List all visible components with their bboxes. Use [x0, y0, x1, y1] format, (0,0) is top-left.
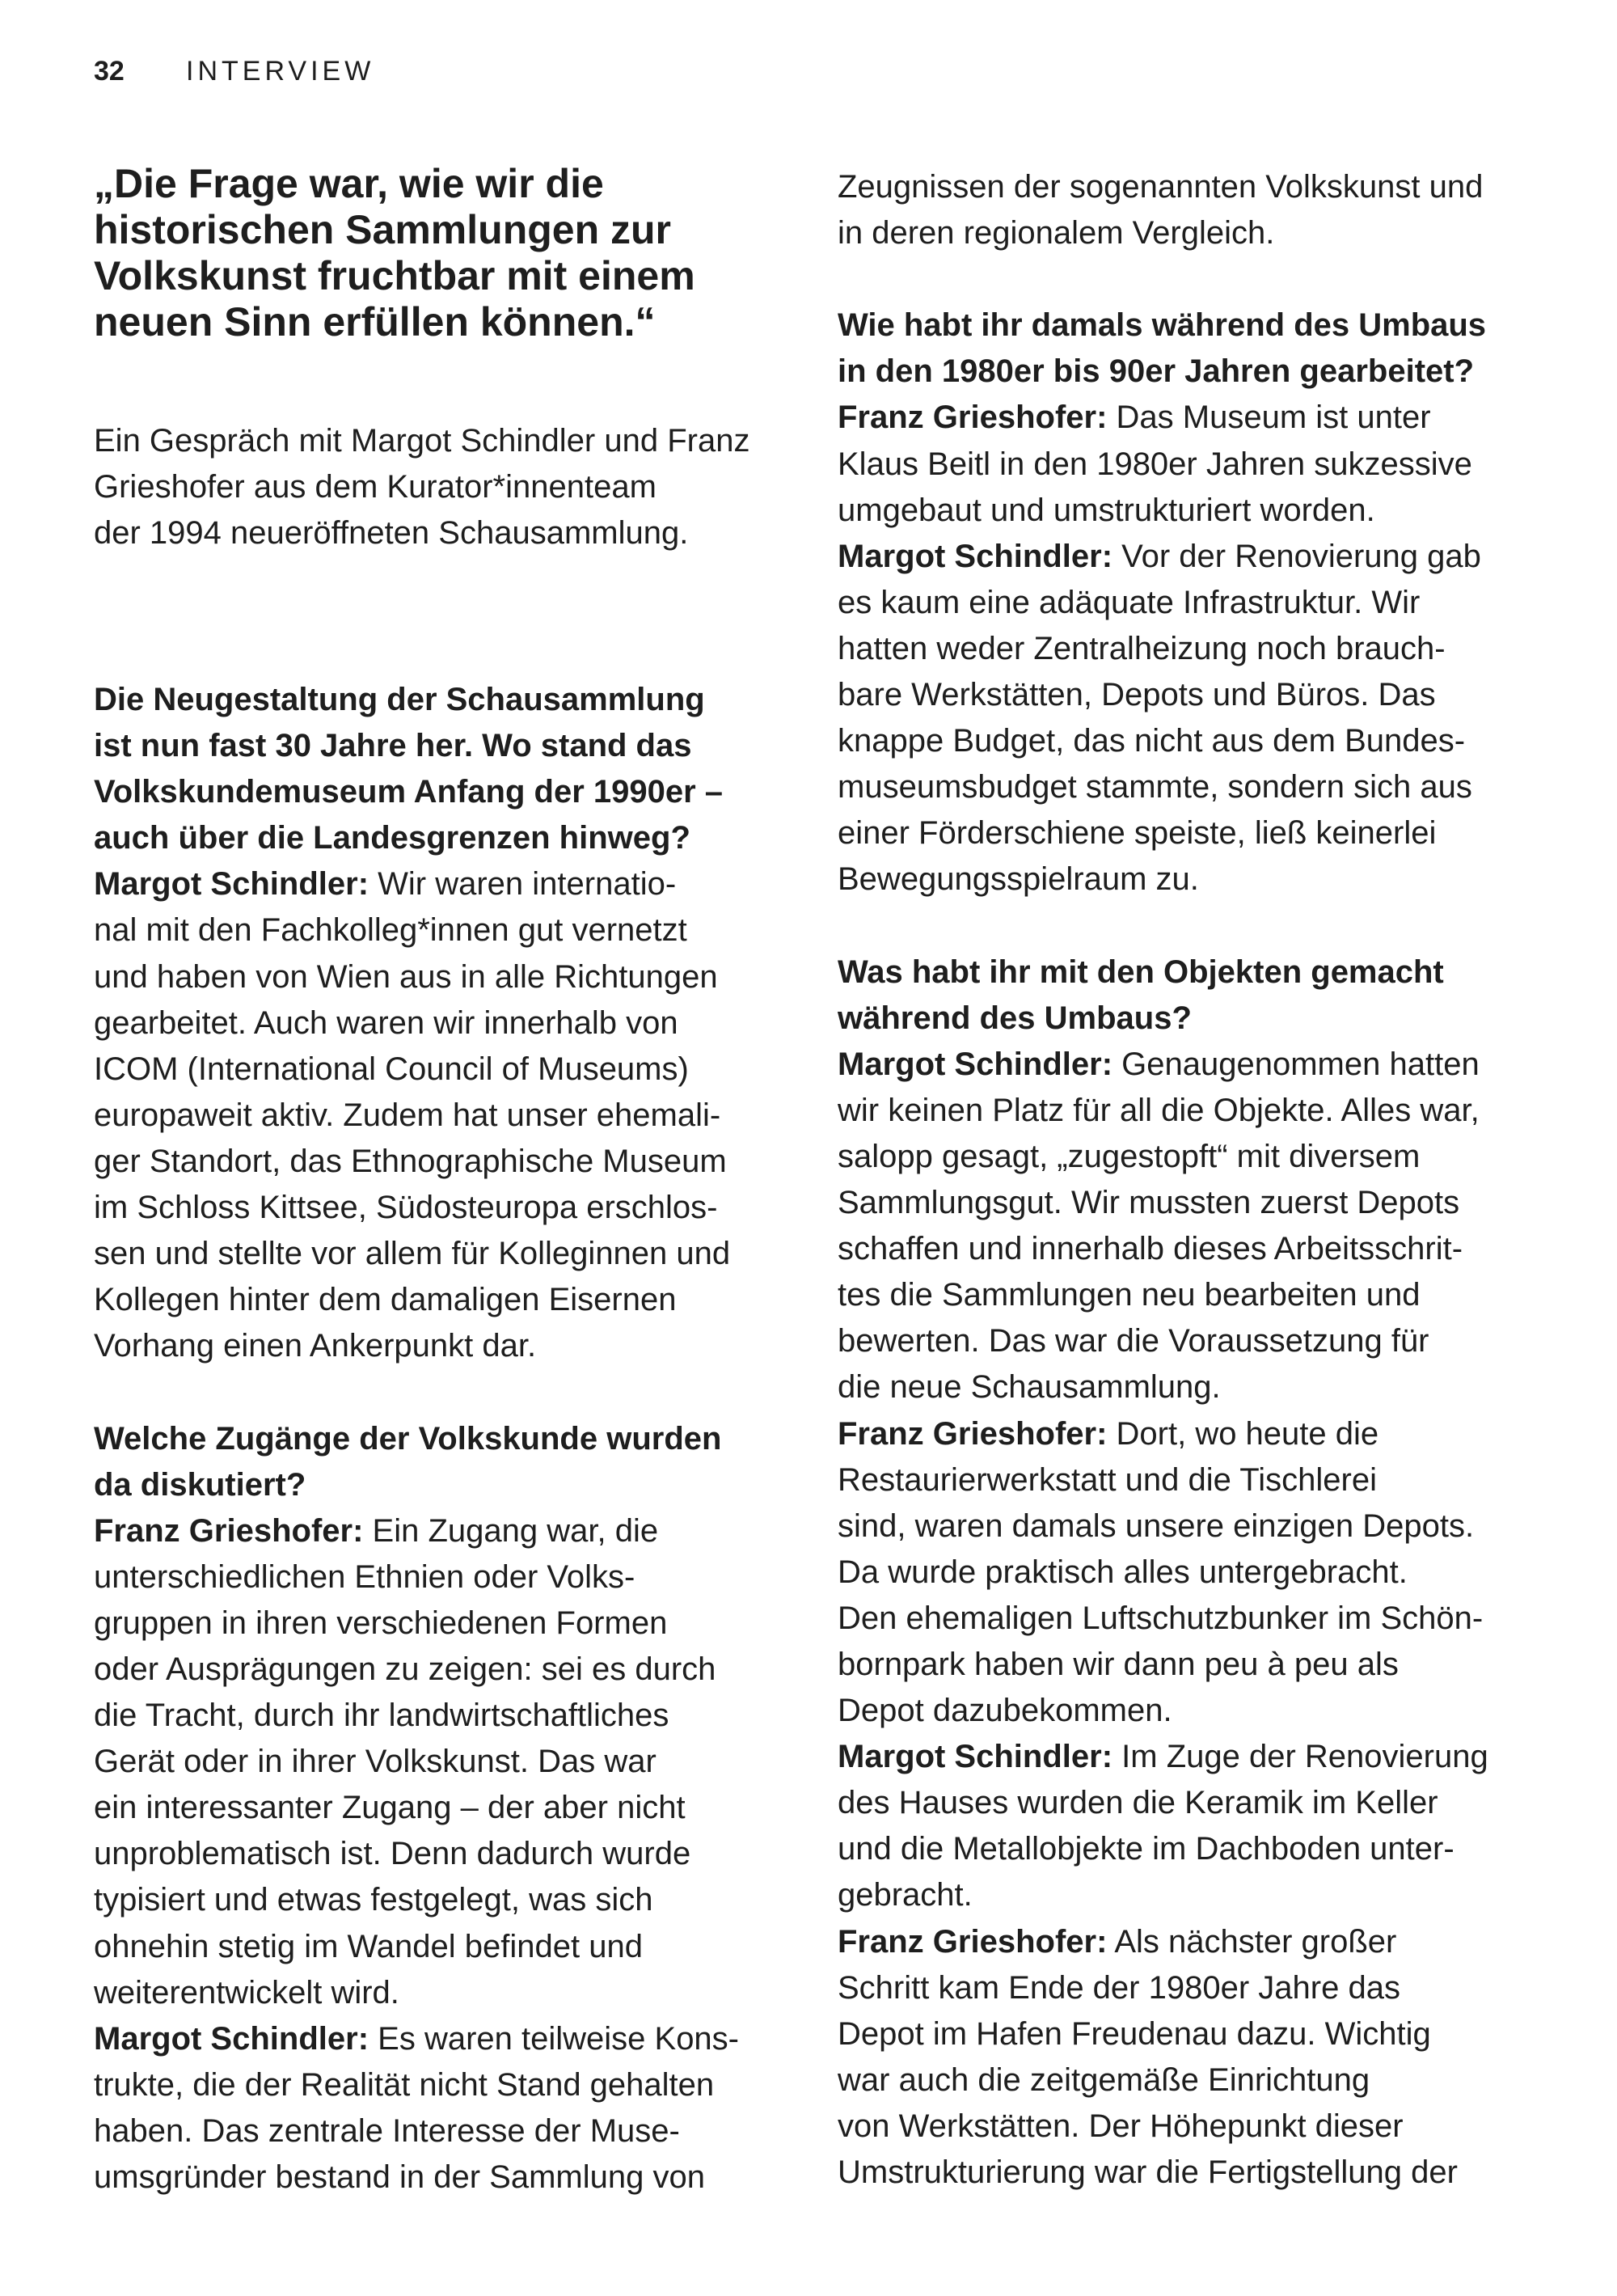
right-column [838, 164, 1488, 2196]
answer-text: es kaum eine adäquate Infrastruktur. Wir [838, 584, 1421, 620]
answer-text: weiterentwickelt wird. [94, 1974, 399, 2011]
answer-text: und haben von Wien aus in alle Richtungen [94, 958, 718, 995]
answer-text: typisiert und etwas festgelegt, was sich [94, 1882, 653, 1918]
answer-line [94, 1093, 739, 1139]
answer-text: Depot dazubekommen. [838, 1693, 1172, 1729]
answer-line [838, 1088, 1488, 1134]
answer-text: gearbeitet. Auch waren wir innerhalb von [94, 1004, 678, 1041]
speaker-name: Margot Schindler: [838, 1046, 1113, 1082]
running-header [94, 53, 375, 89]
answer-text: ICOM (International Council of Museums) [94, 1051, 689, 1087]
answer-text: Den ehemaligen Luftschutzbunker im Schön- [838, 1600, 1484, 1636]
answer-text: gebracht. [838, 1877, 973, 1913]
question-line: auch über die Landesgrenzen hinweg? [94, 820, 690, 856]
answer-line [94, 1647, 739, 1693]
answer-text: Zeugnissen der sogenannten Volkskunst und [838, 169, 1484, 205]
headline-line: neuen Sinn erfüllen können.“ [94, 299, 656, 345]
answer-text: gruppen in ihren verschiedenen Formen [94, 1605, 668, 1641]
answer-line [838, 1642, 1488, 1688]
answer-text: in deren regionalem Vergleich. [838, 215, 1275, 252]
answer-text: von Werkstätten. Der Höhepunkt dieser [838, 2108, 1404, 2144]
answer-line [94, 2062, 739, 2108]
question-line: in den 1980er bis 90er Jahren gearbeitet? [838, 353, 1475, 390]
answer-text: salopp gesagt, „zugestopft“ mit diversem [838, 1138, 1421, 1174]
answer-text: im Schloss Kittsee, Südosteuropa erschlos- [94, 1190, 718, 1226]
answer-text: bewerten. Das war die Voraussetzung für [838, 1323, 1429, 1359]
answer-text: Bewegungsspielraum zu. [838, 861, 1199, 898]
question-line: Wie habt ihr damals während des Umbaus [838, 307, 1487, 344]
question-line: Welche Zugänge der Volkskunde wurden [94, 1420, 722, 1457]
answer-text: trukte, die der Realität nicht Stand gehalten [94, 2066, 715, 2103]
answer-line [838, 1872, 1488, 1918]
answer-line [838, 1226, 1488, 1272]
section-title: INTERVIEW [186, 56, 375, 87]
answer-line [94, 1508, 739, 1554]
answer-line [94, 1185, 739, 1231]
answer-line [838, 764, 1488, 810]
answer-line [838, 2011, 1488, 2057]
answer-text: Umstrukturierung war die Fertigstellung der [838, 2154, 1458, 2191]
answer-line [838, 1826, 1488, 1872]
answer-text: unterschiedlichen Ethnien oder Volks- [94, 1558, 635, 1595]
answer-line [838, 1734, 1488, 1780]
answer-line [94, 1739, 739, 1785]
answer-text: Da wurde praktisch alles untergebracht. [838, 1554, 1408, 1590]
answer-line [94, 2108, 739, 2154]
answer-text: ger Standort, das Ethnographische Museum [94, 1143, 727, 1179]
answer-line [94, 1047, 739, 1093]
speaker-name: Franz Grieshofer: [94, 1512, 364, 1549]
answer-line [838, 2150, 1488, 2196]
speaker-name: Franz Grieshofer: [838, 400, 1108, 436]
answer-text: Im Zuge der Renovierung [1112, 1739, 1488, 1775]
answer-line [838, 534, 1488, 580]
answer-line [94, 1554, 739, 1600]
answer-line [94, 2016, 739, 2062]
answer-text: bare Werkstätten, Depots und Büros. Das [838, 677, 1436, 713]
answer-text: Restaurierwerkstatt und die Tischlerei [838, 1461, 1377, 1498]
interview-section [838, 302, 1488, 903]
answer-line [838, 718, 1488, 764]
answer-line [94, 1970, 739, 2016]
answer-text: die Tracht, durch ihr landwirtschaftliches [94, 1698, 669, 1734]
answer-line [94, 1877, 739, 1923]
answer-text: war auch die zeitgemäße Einrichtung [838, 2061, 1370, 2098]
answer-line [838, 164, 1488, 210]
answer-text: Vorhang einen Ankerpunkt dar. [94, 1328, 537, 1364]
answer-text: hatten weder Zentralheizung noch brauch- [838, 630, 1446, 666]
answer-line [838, 1457, 1488, 1503]
answer-text: Es waren teilweise Kons- [369, 2020, 739, 2057]
answer-text: Kollegen hinter dem damaligen Eisernen [94, 1282, 677, 1318]
answer-line [94, 1139, 739, 1185]
answer-line [838, 395, 1488, 441]
answer-line [94, 861, 739, 907]
answer-line [838, 1042, 1488, 1088]
answer-line [838, 1596, 1488, 1642]
answer-text: museumsbudget stammte, sondern sich aus [838, 769, 1472, 806]
left-column [94, 677, 739, 2201]
answer-line [838, 2057, 1488, 2104]
answer-text: Gerät oder in ihrer Volkskunst. Das war [94, 1744, 657, 1780]
answer-line [94, 1600, 739, 1647]
answer-line [838, 1965, 1488, 2011]
answer-line [838, 1180, 1488, 1226]
answer-line [94, 1924, 739, 1970]
answer-text: einer Förderschiene speiste, ließ keinerlei [838, 815, 1437, 852]
answer-text: Dort, wo heute die [1107, 1415, 1379, 1452]
answer-line [838, 1411, 1488, 1457]
answer-line [838, 442, 1488, 488]
speaker-name: Margot Schindler: [838, 538, 1113, 574]
speaker-name: Margot Schindler: [94, 2020, 369, 2057]
answer-text: die neue Schausammlung. [838, 1369, 1221, 1406]
speaker-name: Margot Schindler: [94, 866, 369, 903]
answer-line [94, 954, 739, 1000]
answer-line [838, 580, 1488, 626]
question-line: da diskutiert? [94, 1466, 306, 1503]
answer-text: wir keinen Platz für all die Objekte. Alles war, [838, 1092, 1480, 1128]
answer-line [838, 1364, 1488, 1410]
answer-line [94, 1785, 739, 1831]
answer-text: Das Museum ist unter [1107, 400, 1431, 436]
answer-line [94, 1000, 739, 1047]
answer-text: Als nächster großer [1107, 1923, 1397, 1960]
answer-text: ein interessanter Zugang – der aber nicht [94, 1790, 686, 1826]
answer-text: Genaugenommen hatten [1112, 1046, 1480, 1082]
interview-section [94, 1416, 739, 2201]
answer-text: sen und stellte vor allem für Kolleginnen und [94, 1236, 731, 1272]
answer-line [838, 1318, 1488, 1364]
question-line: Volkskundemuseum Anfang der 1990er – [94, 774, 724, 810]
intro-line: der 1994 neueröffneten Schausammlung. [94, 515, 689, 552]
answer-line [94, 1231, 739, 1277]
question-line: Die Neugestaltung der Schausammlung [94, 682, 705, 717]
answer-text: umgebaut und umstrukturiert worden. [838, 492, 1375, 528]
answer-line [838, 1550, 1488, 1596]
answer-line [838, 2104, 1488, 2150]
answer-line [838, 672, 1488, 718]
answer-text: Wir waren internatio- [369, 866, 677, 903]
answer-text: nal mit den Fachkolleg*innen gut vernetzt [94, 912, 687, 949]
answer-text: ohnehin stetig im Wandel befindet und [94, 1928, 643, 1964]
answer-line [94, 1693, 739, 1739]
answer-line [94, 907, 739, 953]
answer-text: und die Metallobjekte im Dachboden unter- [838, 1831, 1454, 1867]
answer-line [838, 856, 1488, 903]
question-line: während des Umbaus? [838, 1000, 1192, 1036]
answer-text: haben. Das zentrale Interesse der Muse- [94, 2112, 680, 2149]
answer-text: Depot im Hafen Freudenau dazu. Wichtig [838, 2015, 1431, 2052]
page-number: 32 [94, 56, 125, 87]
speaker-name: Margot Schindler: [838, 1739, 1113, 1775]
answer-text: Klaus Beitl in den 1980er Jahren sukzessive [838, 446, 1472, 482]
answer-line [838, 1688, 1488, 1734]
answer-text: tes die Sammlungen neu bearbeiten und [838, 1277, 1421, 1313]
answer-text: oder Ausprägungen zu zeigen: sei es durch [94, 1651, 716, 1687]
answer-text: Sammlungsgut. Wir mussten zuerst Depots [838, 1185, 1460, 1221]
headline-line: Volkskunst fruchtbar mit einem [94, 253, 695, 299]
answer-line [838, 488, 1488, 534]
answer-line [838, 626, 1488, 672]
interview-section [838, 949, 1488, 2197]
answer-line [838, 1780, 1488, 1826]
answer-text: Vor der Renovierung gab [1112, 538, 1481, 574]
answer-text: europaweit aktiv. Zudem hat unser ehemali- [94, 1097, 721, 1133]
answer-line [94, 1323, 739, 1369]
answer-text: schaffen und innerhalb dieses Arbeitsschrit- [838, 1231, 1463, 1267]
intro-line: Ein Gespräch mit Margot Schindler und Franz [94, 423, 750, 459]
answer-text: des Hauses wurden die Keramik im Keller [838, 1785, 1438, 1821]
answer-text: umsgründer bestand in der Sammlung von [94, 2159, 705, 2195]
answer-line [94, 1277, 739, 1323]
answer-line [838, 1503, 1488, 1550]
speaker-name: Franz Grieshofer: [838, 1923, 1108, 1960]
answer-text: Schritt kam Ende der 1980er Jahre das [838, 1969, 1400, 2006]
question-line: Was habt ihr mit den Objekten gemacht [838, 953, 1444, 990]
answer-line [838, 1272, 1488, 1318]
intro-line: Grieshofer aus dem Kurator*innenteam [94, 469, 657, 505]
answer-line [94, 1831, 739, 1877]
question-line: ist nun fast 30 Jahre her. Wo stand das [94, 728, 692, 764]
intro-text [94, 418, 749, 556]
answer-text: unproblematisch ist. Denn dadurch wurde [94, 1836, 691, 1872]
answer-line [838, 1134, 1488, 1180]
speaker-name: Franz Grieshofer: [838, 1415, 1108, 1452]
headline-quote [94, 158, 695, 345]
interview-section [838, 164, 1488, 256]
answer-text: knappe Budget, das nicht aus dem Bundes- [838, 723, 1466, 759]
answer-line [838, 1919, 1488, 1965]
answer-text: Ein Zugang war, die [363, 1512, 659, 1549]
headline-line: „Die Frage war, wie wir die [94, 161, 604, 206]
answer-line [94, 2154, 739, 2201]
interview-section [94, 677, 739, 1369]
answer-line [838, 810, 1488, 856]
headline-line: historischen Sammlungen zur [94, 207, 672, 253]
answer-line [838, 210, 1488, 256]
answer-text: sind, waren damals unsere einzigen Depots. [838, 1507, 1475, 1544]
answer-text: bornpark haben wir dann peu à peu als [838, 1647, 1399, 1682]
